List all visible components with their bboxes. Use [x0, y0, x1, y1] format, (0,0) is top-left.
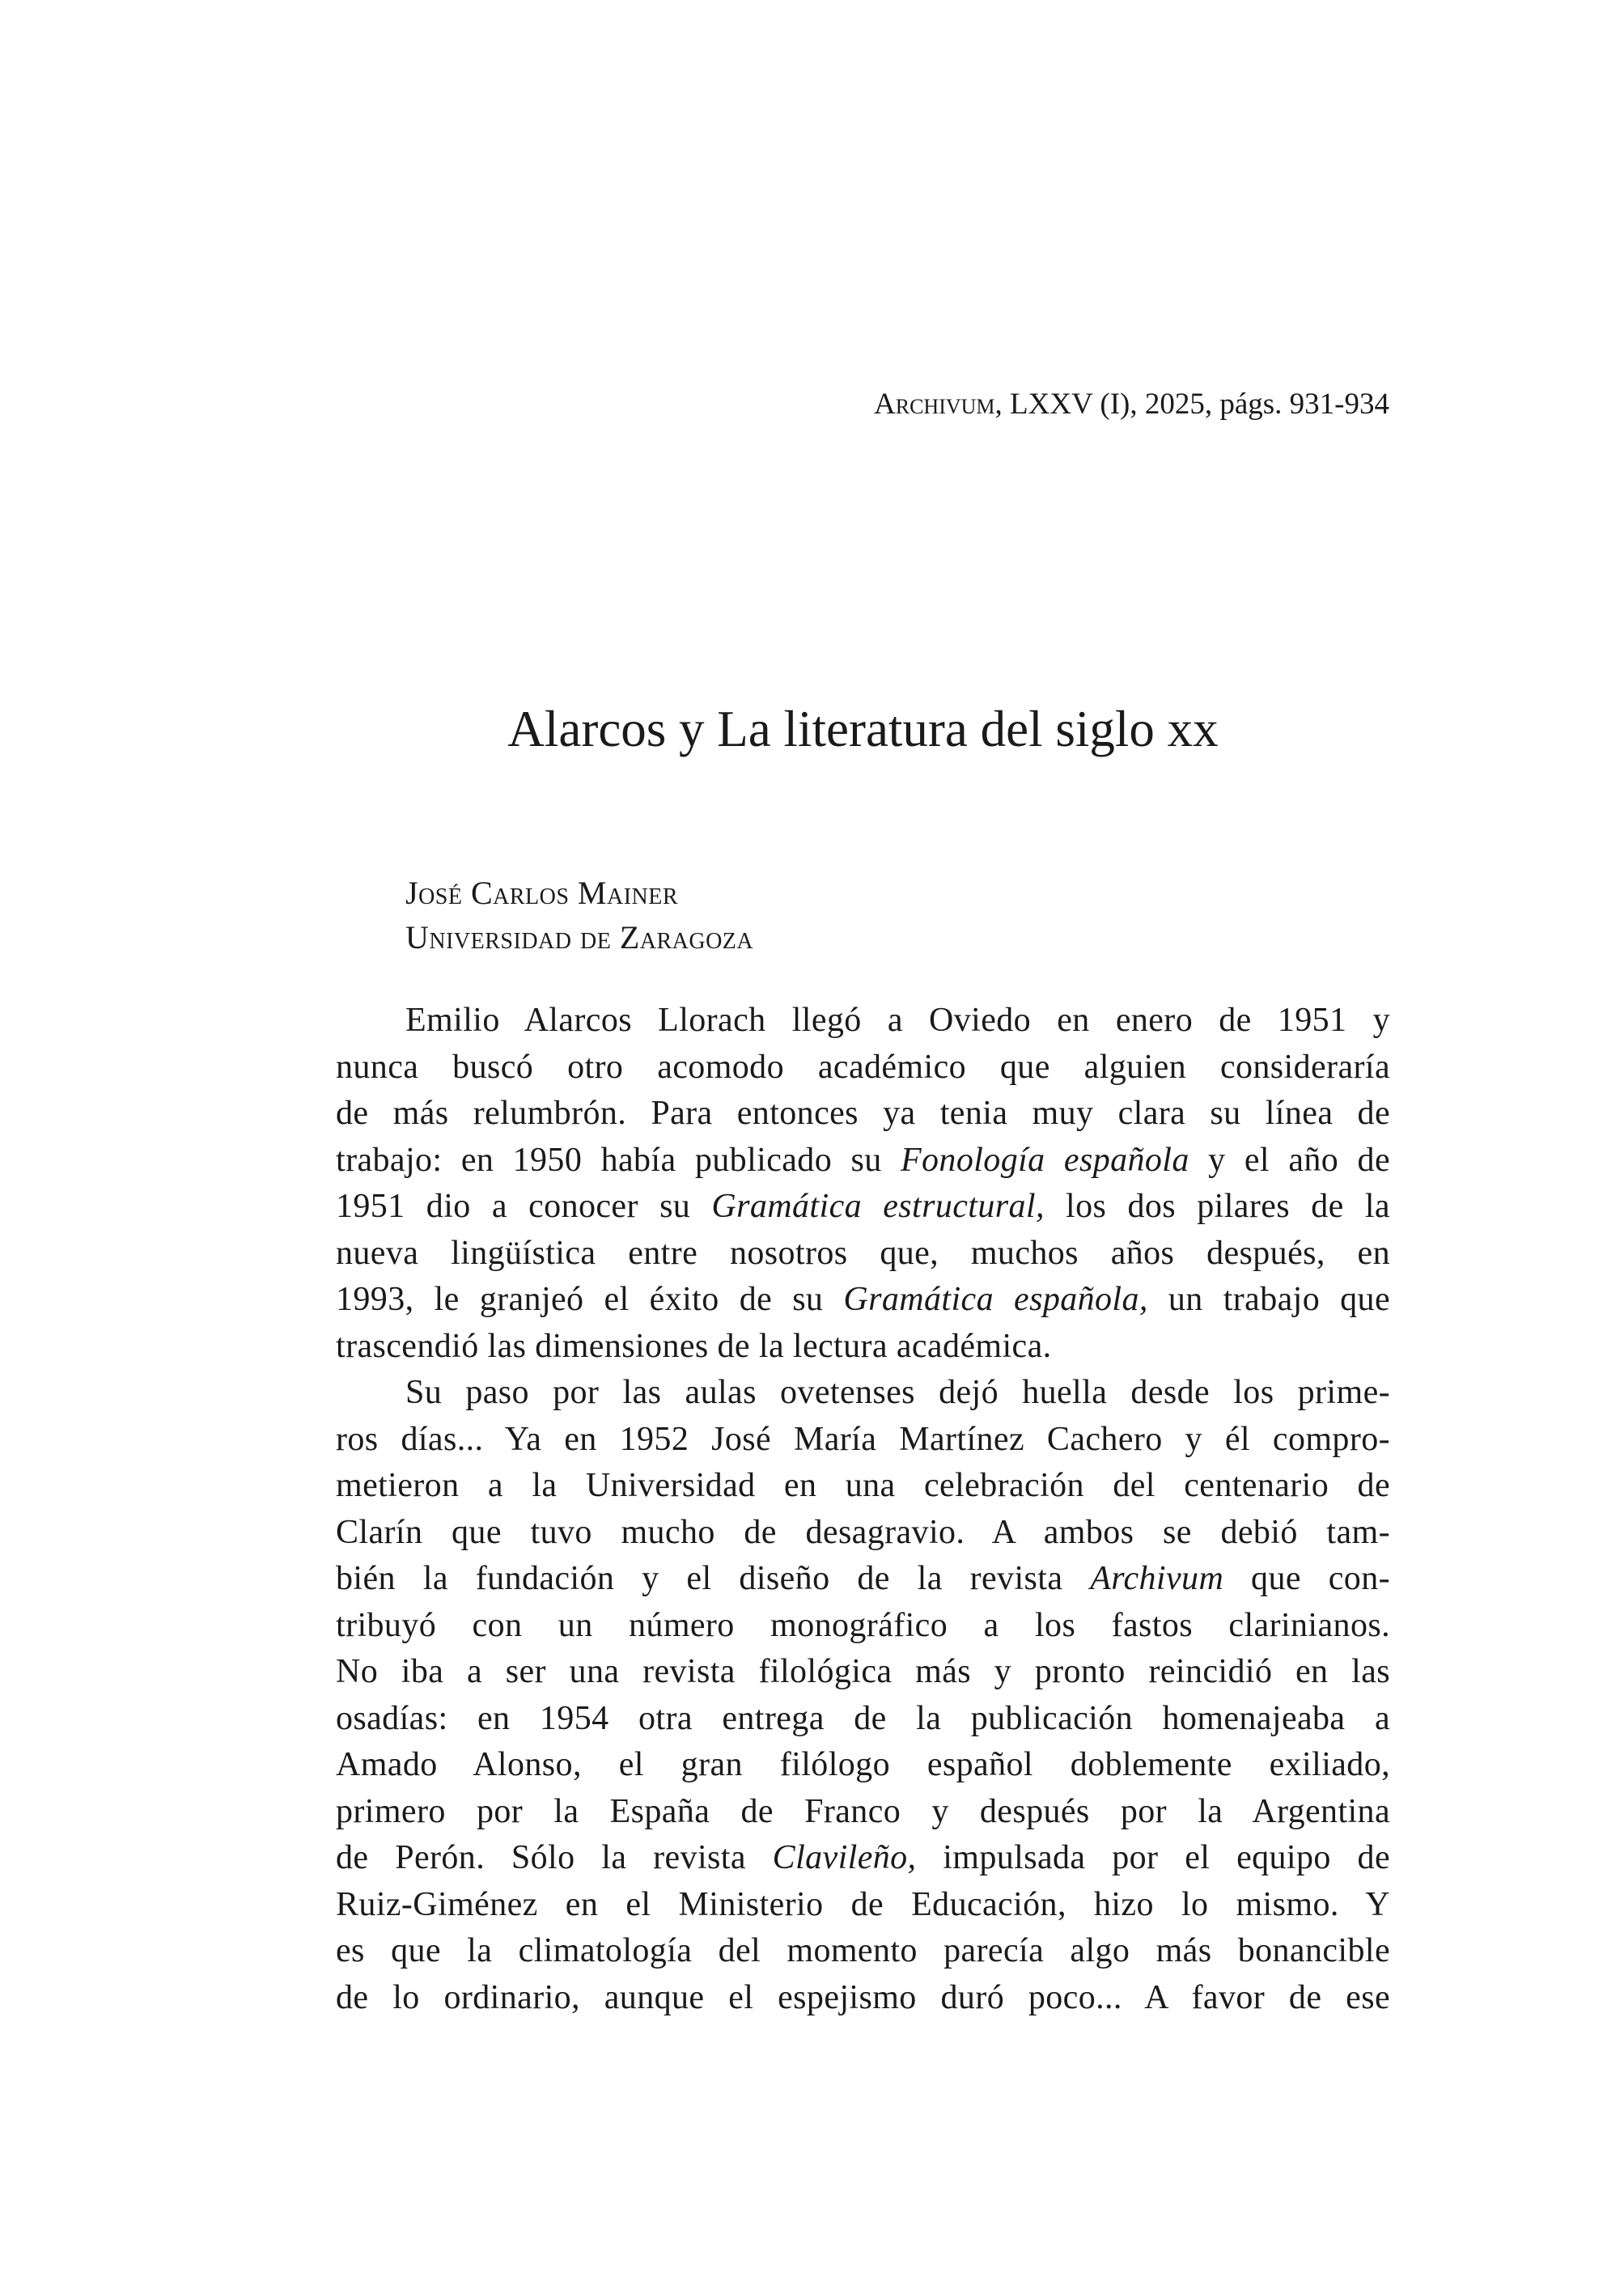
text-segment: tribuyó con un número monográfico a los fastos clarinianos. [336, 1606, 1390, 1644]
text-segment: y el año de [1189, 1141, 1390, 1179]
text-segment: que con- [1223, 1560, 1390, 1597]
text-segment: Ruiz-Giménez en el Ministerio de Educación, hizo lo mismo. Y [336, 1885, 1390, 1923]
text-segment: impulsada por el equipo de [916, 1839, 1390, 1876]
running-header [874, 387, 1389, 422]
italic-title: Gramática española, [843, 1281, 1148, 1318]
text-segment: bién la fundación y el diseño de la revista [336, 1560, 1091, 1597]
text-segment: Clarín que tuvo mucho de desagravio. A ambos se debió tam- [336, 1513, 1390, 1551]
italic-title: Gramática estructural, [711, 1188, 1045, 1225]
text-line [336, 1556, 1390, 1603]
text-line [336, 1742, 1390, 1789]
text-line [336, 1835, 1390, 1882]
text-line [336, 1277, 1390, 1324]
text-line [336, 1045, 1390, 1091]
text-line [336, 1324, 1390, 1371]
text-line [336, 1184, 1390, 1231]
text-line [336, 1370, 1390, 1417]
text-segment: un trabajo que [1147, 1281, 1390, 1318]
text-segment: trabajo: en 1950 había publicado su [336, 1141, 901, 1179]
text-segment: Su paso por las aulas ovetenses dejó huella desde los prime- [405, 1374, 1390, 1411]
text-line [336, 1975, 1390, 2022]
text-line [336, 1510, 1390, 1557]
text-line [336, 1649, 1390, 1696]
author-block [405, 871, 753, 960]
text-segment: trascendió las dimensiones de la lectura académica. [336, 1327, 1052, 1365]
text-line [336, 998, 1390, 1045]
text-segment: primero por la España de Franco y después por la Argentina [336, 1792, 1390, 1830]
citation: , LXXV (I), 2025, págs. 931-934 [994, 388, 1389, 421]
text-segment: nunca buscó otro acomodo académico que alguien consideraría [336, 1048, 1390, 1086]
author-name: José Carlos Mainer [405, 875, 679, 911]
text-segment: No iba a ser una revista filológica más y pronto reincidió en las [336, 1653, 1390, 1690]
text-line [336, 1138, 1390, 1185]
text-segment: de Perón. Sólo la revista [336, 1839, 773, 1876]
italic-title: Clavileño, [772, 1839, 917, 1876]
text-segment: Emilio Alarcos Llorach llegó a Oviedo en enero de 1951 y [405, 1002, 1390, 1039]
text-segment: Amado Alonso, el gran filólogo español doblemente exiliado, [336, 1746, 1390, 1783]
article-title: Alarcos y La literatura del siglo xx [507, 701, 1219, 757]
author-affiliation: Universidad de Zaragoza [405, 919, 754, 956]
text-line [336, 1463, 1390, 1510]
text-segment: metieron a la Universidad en una celebración del centenario de [336, 1467, 1390, 1504]
text-segment: de lo ordinario, aunque el espejismo duró poco... A favor de ese [336, 1978, 1390, 2016]
text-segment: osadías: en 1954 otra entrega de la publicación homenajeaba a [336, 1699, 1390, 1737]
text-line [336, 1789, 1390, 1836]
text-segment: 1951 dio a conocer su [336, 1188, 712, 1225]
article-body [336, 998, 1390, 2021]
text-line [336, 1696, 1390, 1743]
text-segment: es que la climatología del momento parecía algo más bonancible [336, 1932, 1390, 1969]
italic-title: Fonología española [900, 1141, 1189, 1179]
text-line [336, 1882, 1390, 1929]
text-line [336, 1417, 1390, 1464]
text-line [336, 1928, 1390, 1975]
text-segment: 1993, le granjeó el éxito de su [336, 1281, 844, 1318]
text-segment: nueva lingüística entre nosotros que, muchos años después, en [336, 1234, 1390, 1272]
text-line [336, 1603, 1390, 1650]
text-line [336, 1231, 1390, 1278]
text-segment: de más relumbrón. Para entonces ya tenia muy clara su línea de [336, 1095, 1390, 1132]
text-segment: ros días... Ya en 1952 José María Martínez Cachero y él compro- [336, 1420, 1390, 1458]
journal-name: Archivum [874, 388, 995, 421]
text-line [336, 1091, 1390, 1138]
italic-title: Archivum [1090, 1560, 1224, 1597]
text-segment: los dos pilares de la [1044, 1188, 1390, 1225]
